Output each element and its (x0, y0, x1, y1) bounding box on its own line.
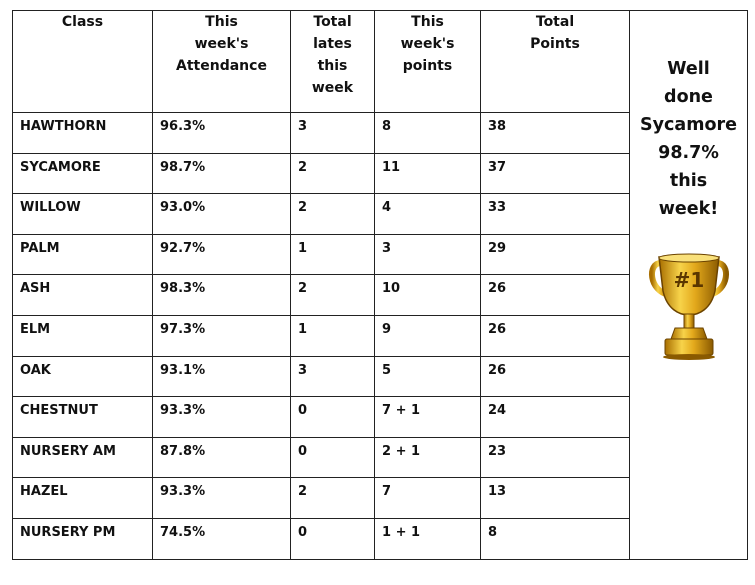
week-points-value-cell (375, 275, 481, 316)
attendance-value: 74.5% (160, 524, 206, 540)
lates-value-cell (291, 113, 375, 154)
total-points-value-cell (481, 437, 630, 478)
total-points-value-cell (481, 518, 630, 559)
total-points-value: 37 (488, 159, 507, 175)
week-points-value: 7 + 1 (382, 403, 421, 419)
attendance-value: 93.1% (160, 362, 206, 378)
total-points-value-cell (481, 153, 630, 194)
total-points-value: 26 (488, 321, 507, 337)
total-points-value: 26 (488, 281, 507, 297)
week-points-value: 9 (382, 321, 392, 337)
class-name-cell (13, 397, 153, 438)
week-points-value: 7 (382, 484, 392, 500)
class-name: HAZEL (20, 484, 68, 500)
total-points-value-cell (481, 194, 630, 235)
total-points-value-cell (481, 275, 630, 316)
week-points-value-cell (375, 194, 481, 235)
lates-value: 1 (298, 321, 308, 337)
class-name: NURSERY AM (20, 443, 116, 459)
week-points-value: 10 (382, 281, 401, 297)
lates-value: 2 (298, 281, 308, 297)
week-points-value: 3 (382, 240, 392, 256)
attendance-value: 93.3% (160, 484, 206, 500)
class-name-cell (13, 315, 153, 356)
week-points-value-cell (375, 437, 481, 478)
class-name-cell (13, 153, 153, 194)
lates-value-cell (291, 356, 375, 397)
attendance-value-cell (153, 315, 291, 356)
lates-value: 3 (298, 362, 308, 378)
class-name: ASH (20, 281, 51, 297)
class-name: HAWTHORN (20, 119, 107, 134)
attendance-value: 92.7% (160, 240, 206, 256)
total-points-value: 24 (488, 403, 507, 419)
week-points-value-cell (375, 153, 481, 194)
attendance-value: 98.3% (160, 281, 206, 297)
week-points-value-cell (375, 397, 481, 438)
attendance-value-cell (153, 518, 291, 559)
class-name: WILLOW (20, 200, 81, 216)
week-points-value: 4 (382, 200, 392, 216)
week-points-value: 5 (382, 362, 392, 378)
class-name: SYCAMORE (20, 159, 101, 175)
attendance-value: 87.8% (160, 443, 206, 459)
class-name: CHESTNUT (20, 403, 98, 419)
lates-value-cell (291, 518, 375, 559)
attendance-value-cell (153, 194, 291, 235)
class-name: ELM (20, 321, 51, 337)
class-name-cell (13, 356, 153, 397)
week-points-value-cell (375, 518, 481, 559)
attendance-value-cell (153, 275, 291, 316)
total-points-value: 38 (488, 119, 507, 134)
header-label: Class (61, 14, 104, 30)
class-name-cell (13, 113, 153, 154)
lates-value-cell (291, 194, 375, 235)
attendance-value-cell (153, 397, 291, 438)
lates-value-cell (291, 153, 375, 194)
attendance-value: 93.0% (160, 200, 206, 216)
trophy-icon (647, 251, 731, 363)
header-row (13, 11, 748, 113)
total-points-value: 8 (488, 524, 498, 540)
week-points-value-cell (375, 315, 481, 356)
class-name-cell (13, 437, 153, 478)
week-points-value: 2 + 1 (382, 443, 421, 459)
lates-value: 0 (298, 443, 308, 459)
header-week-points (375, 11, 481, 113)
total-points-value: 13 (488, 484, 507, 500)
class-name: OAK (20, 362, 51, 378)
attendance-value-cell (153, 356, 291, 397)
class-name: PALM (20, 240, 60, 256)
class-name-cell (13, 194, 153, 235)
class-name-cell (13, 234, 153, 275)
congrats-message: Well done Sycamore 98.7% this week! (640, 59, 737, 219)
lates-value-cell (291, 275, 375, 316)
lates-value: 1 (298, 240, 308, 256)
week-points-value-cell (375, 478, 481, 519)
attendance-value: 93.3% (160, 403, 206, 419)
total-points-value: 23 (488, 443, 507, 459)
lates-value-cell (291, 437, 375, 478)
week-points-value: 1 + 1 (382, 524, 421, 540)
week-points-value: 8 (382, 119, 392, 134)
header-total-points (481, 11, 630, 113)
lates-value: 0 (298, 403, 308, 419)
total-points-value: 33 (488, 200, 507, 216)
week-points-value: 11 (382, 159, 401, 175)
attendance-value: 97.3% (160, 321, 206, 337)
total-points-value-cell (481, 397, 630, 438)
lates-value-cell (291, 234, 375, 275)
attendance-value: 96.3% (160, 119, 206, 134)
class-name-cell (13, 518, 153, 559)
lates-value-cell (291, 478, 375, 519)
attendance-value-cell (153, 234, 291, 275)
attendance-table (12, 10, 748, 560)
header-class (13, 11, 153, 113)
header-label: This week's Attendance (176, 14, 267, 74)
attendance-value-cell (153, 478, 291, 519)
total-points-value-cell (481, 234, 630, 275)
week-points-value-cell (375, 356, 481, 397)
class-name-cell (13, 478, 153, 519)
lates-value: 3 (298, 119, 308, 134)
lates-value: 2 (298, 200, 308, 216)
class-name-cell (13, 275, 153, 316)
lates-value: 0 (298, 524, 308, 540)
attendance-value: 98.7% (160, 159, 206, 175)
total-points-value: 26 (488, 362, 507, 378)
week-points-value-cell (375, 234, 481, 275)
congrats-panel (630, 11, 748, 560)
trophy-number: #1 (673, 268, 704, 292)
attendance-value-cell (153, 113, 291, 154)
lates-value-cell (291, 397, 375, 438)
week-points-value-cell (375, 113, 481, 154)
total-points-value-cell (481, 315, 630, 356)
header-label: Total Points (530, 14, 580, 52)
lates-value-cell (291, 315, 375, 356)
attendance-value-cell (153, 153, 291, 194)
lates-value: 2 (298, 159, 308, 175)
class-name: NURSERY PM (20, 524, 116, 540)
header-label: This week's points (400, 14, 455, 74)
attendance-value-cell (153, 437, 291, 478)
total-points-value: 29 (488, 240, 507, 256)
header-label: Total lates this week (311, 14, 354, 96)
header-attendance (153, 11, 291, 113)
lates-value: 2 (298, 484, 308, 500)
total-points-value-cell (481, 478, 630, 519)
total-points-value-cell (481, 113, 630, 154)
total-points-value-cell (481, 356, 630, 397)
header-lates (291, 11, 375, 113)
